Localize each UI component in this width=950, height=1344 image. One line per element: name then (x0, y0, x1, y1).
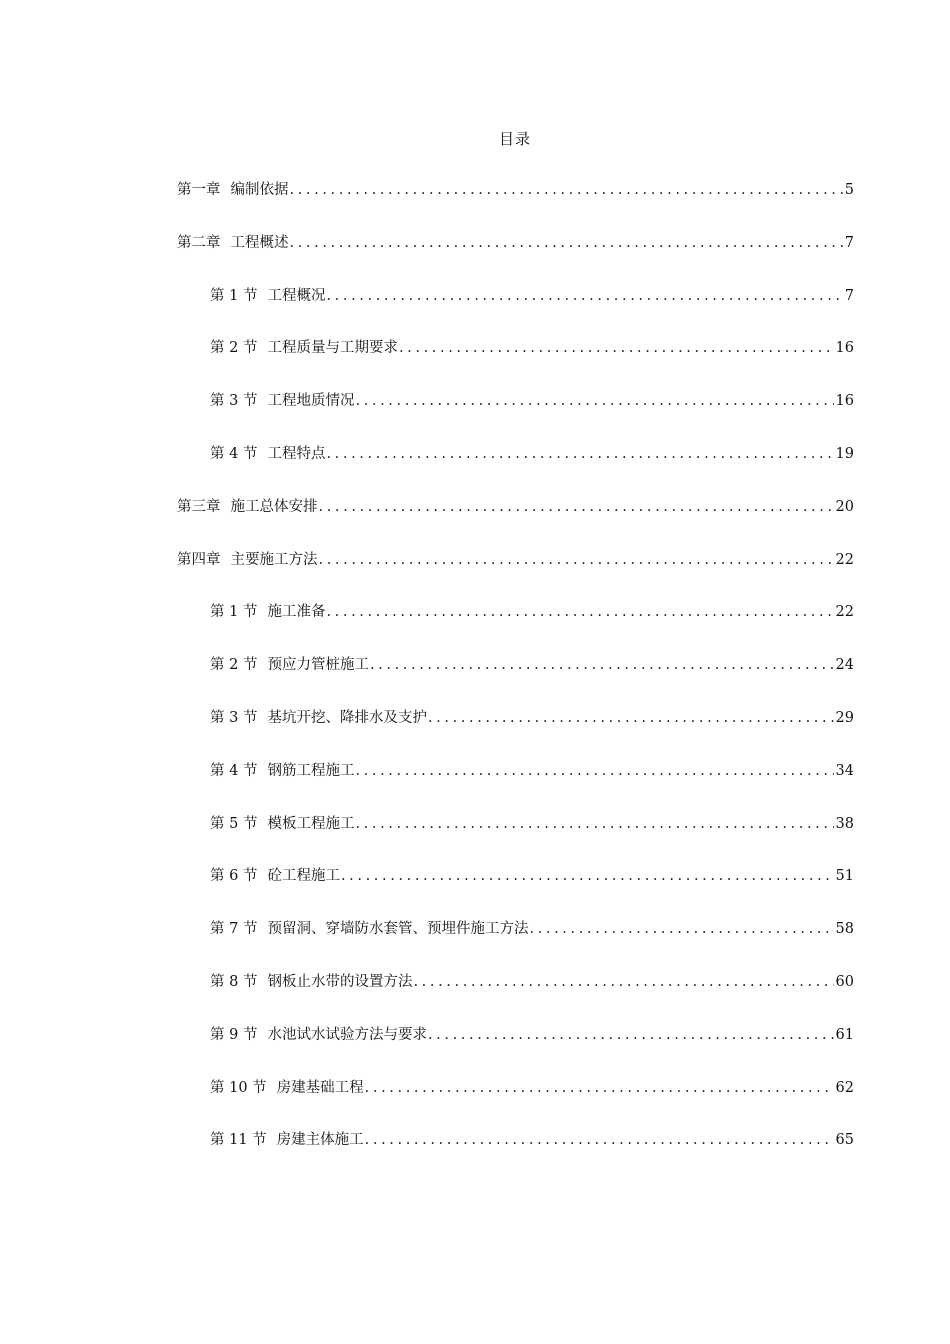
toc-dot-leader (428, 1024, 834, 1046)
toc-entry-title: 房建主体施工 (276, 1132, 364, 1148)
toc-entry-title: 工程特点 (267, 446, 326, 462)
toc-entry-number: 第 11 节 (210, 1132, 267, 1148)
toc-entry[interactable] (210, 390, 854, 412)
toc-entry-number: 第 7 节 (210, 921, 258, 937)
toc-entry-title: 施工总体安排 (230, 499, 318, 515)
toc-entry-number: 第二章 (177, 235, 221, 251)
toc-entry[interactable] (210, 443, 854, 465)
toc-page-number: 16 (835, 393, 854, 409)
toc-dot-leader (355, 760, 833, 782)
toc-entry-title: 模板工程施工 (267, 816, 355, 832)
toc-entry-number: 第 1 节 (210, 604, 258, 620)
toc-dot-leader (326, 601, 833, 623)
toc-page-number: 65 (835, 1132, 854, 1148)
toc-entry[interactable] (210, 285, 854, 307)
toc-page-number: 29 (835, 710, 854, 726)
toc-dot-leader (341, 865, 834, 887)
toc-dot-leader (370, 654, 834, 676)
toc-dot-leader (413, 971, 833, 993)
toc-entry[interactable] (210, 1129, 854, 1151)
toc-entry-number: 第 3 节 (210, 710, 258, 726)
toc-entry-number: 第 6 节 (210, 868, 258, 884)
toc-dot-leader (365, 1077, 834, 1099)
toc-entry[interactable] (210, 813, 854, 835)
toc-dot-leader (399, 337, 834, 359)
toc-entry-number: 第 2 节 (210, 340, 258, 356)
toc-dot-leader (319, 496, 834, 518)
toc-entry-number: 第 4 节 (210, 763, 258, 779)
toc-entry-title: 砼工程施工 (267, 868, 340, 884)
toc-dot-leader (326, 285, 842, 307)
toc-entry-number: 第 9 节 (210, 1027, 258, 1043)
toc-page-number: 24 (835, 657, 854, 673)
toc-entry-number: 第 8 节 (210, 974, 258, 990)
toc-entry[interactable] (210, 707, 854, 729)
toc-entry-title: 钢筋工程施工 (267, 763, 355, 779)
toc-entry-title: 钢板止水带的设置方法 (267, 974, 413, 990)
toc-page-number: 62 (835, 1080, 854, 1096)
toc-entry[interactable] (210, 601, 854, 623)
toc-page-number: 7 (844, 288, 854, 304)
toc-entry-title: 编制依据 (230, 182, 289, 198)
toc-entry[interactable] (210, 337, 854, 359)
toc-dot-leader (319, 549, 834, 571)
toc-dot-leader (290, 179, 843, 201)
toc-entry[interactable] (177, 179, 854, 201)
toc-entry[interactable] (177, 549, 854, 571)
toc-entry-number: 第三章 (177, 499, 221, 515)
toc-entry[interactable] (210, 1077, 854, 1099)
toc-entry-number: 第 10 节 (210, 1080, 267, 1096)
toc-entry-title: 主要施工方法 (230, 552, 318, 568)
toc-page-number: 20 (835, 499, 854, 515)
toc-dot-leader (355, 390, 833, 412)
toc-page-number: 38 (835, 816, 854, 832)
toc-entry-title: 基坑开挖、降排水及支护 (267, 710, 427, 726)
toc-page-number: 19 (835, 446, 854, 462)
toc-page-number: 16 (835, 340, 854, 356)
toc-dot-leader (529, 918, 833, 940)
toc-entry[interactable] (210, 865, 854, 887)
toc-entry[interactable] (177, 496, 854, 518)
toc-entry-title: 工程概况 (267, 288, 326, 304)
toc-entry-title: 水池试水试验方法与要求 (267, 1027, 427, 1043)
toc-entry[interactable] (210, 918, 854, 940)
toc-entry-number: 第四章 (177, 552, 221, 568)
toc-page-number: 7 (844, 235, 854, 251)
toc-page-number: 5 (844, 182, 854, 198)
toc-entry[interactable] (210, 760, 854, 782)
toc-page-number: 51 (835, 868, 854, 884)
toc-entry-title: 工程质量与工期要求 (267, 340, 398, 356)
toc-entry[interactable] (210, 971, 854, 993)
toc-entry[interactable] (177, 232, 854, 254)
toc-entry-number: 第 4 节 (210, 446, 258, 462)
toc-dot-leader (290, 232, 843, 254)
toc-dot-leader (326, 443, 833, 465)
toc-entry-title: 预留洞、穿墙防水套管、预埋件施工方法 (267, 921, 529, 937)
toc-entry-number: 第 1 节 (210, 288, 258, 304)
toc-page-number: 34 (835, 763, 854, 779)
toc-entry-title: 工程概述 (230, 235, 289, 251)
toc-page-number: 22 (835, 604, 854, 620)
toc-entry-title: 预应力管桩施工 (267, 657, 369, 673)
toc-entry-title: 房建基础工程 (276, 1080, 364, 1096)
toc-entry-number: 第一章 (177, 182, 221, 198)
toc-entry-title: 施工准备 (267, 604, 326, 620)
toc-dot-leader (428, 707, 834, 729)
toc-title: 目录 (498, 130, 531, 148)
toc-entry[interactable] (210, 654, 854, 676)
toc-entry-number: 第 3 节 (210, 393, 258, 409)
toc-page-number: 61 (835, 1027, 854, 1043)
toc-dot-leader (355, 813, 833, 835)
toc-page-number: 58 (835, 921, 854, 937)
toc-page-number: 60 (835, 974, 854, 990)
toc-page-number: 22 (835, 552, 854, 568)
toc-entry[interactable] (210, 1024, 854, 1046)
toc-entry-number: 第 2 节 (210, 657, 258, 673)
toc-entry-title: 工程地质情况 (267, 393, 355, 409)
toc-entry-number: 第 5 节 (210, 816, 258, 832)
toc-dot-leader (365, 1129, 834, 1151)
